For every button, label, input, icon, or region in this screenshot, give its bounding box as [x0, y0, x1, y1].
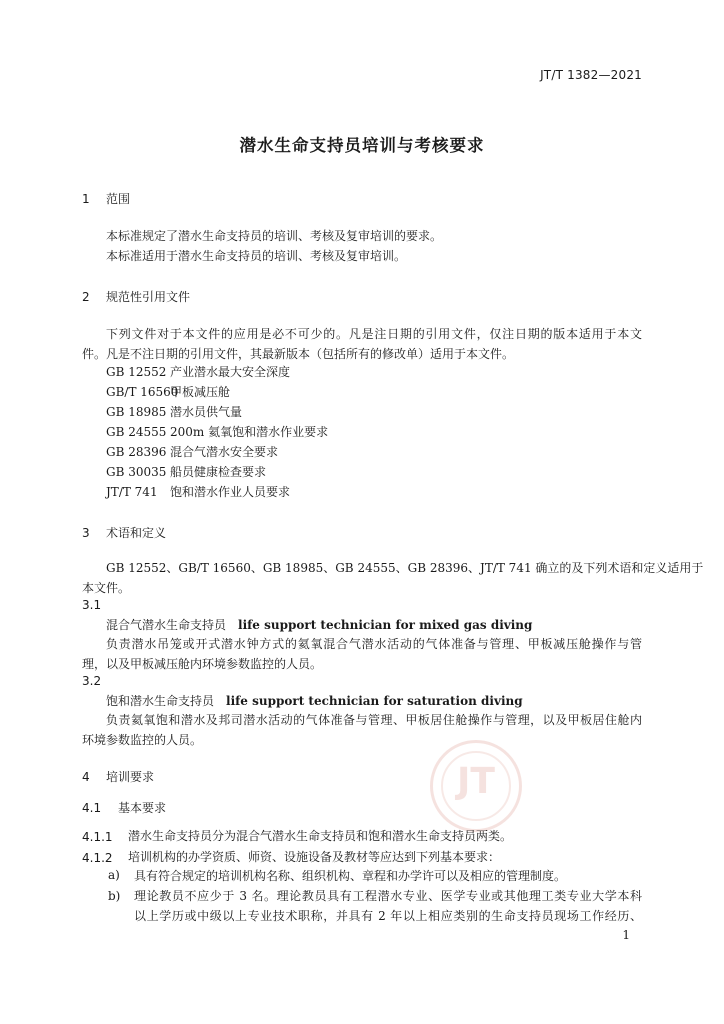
reference-name: 饱和潜水作业人员要求: [170, 485, 291, 499]
reference-code: GB 28396: [106, 445, 167, 459]
reference-code: GB 30035: [106, 465, 167, 479]
term-english: life support technician for saturation diving: [226, 694, 523, 708]
normative-intro-line-2: 件。凡是不注日期的引用文件，其最新版本（包括所有的修改单）适用于本文件。: [82, 347, 515, 361]
section-3-heading: [82, 524, 166, 541]
term-definition-line-1: 负责氦氧饱和潜水及邦司潜水活动的气体准备与管理、甲板居住舱操作与管理，以及甲板居住舱内: [106, 713, 642, 727]
section-title: 范围: [106, 192, 131, 206]
reference-code: JT/T 741: [106, 485, 158, 499]
jt-watermark: [430, 740, 522, 832]
section-number: 3: [82, 526, 90, 540]
reference-item: [106, 483, 290, 500]
reference-code: GB 12552: [106, 365, 167, 379]
list-marker: a): [108, 868, 120, 882]
terms-intro-line-2: 本文件。: [82, 581, 131, 595]
subsection-number: 4.1: [82, 801, 102, 815]
term-number: 3.2: [82, 674, 102, 688]
term-definition-line-2: 理，以及甲板减压舱内环境参数监控的人员。: [82, 657, 323, 671]
terms-intro-line-1: GB 12552、GB/T 16560、GB 18985、GB 24555、GB 28396、JT/T 741 确立的及下列术语和定义适用于: [106, 561, 704, 575]
section-2-heading: [82, 288, 190, 305]
reference-item: [106, 423, 328, 440]
term-chinese: 混合气潜水生命支持员: [106, 618, 227, 632]
reference-item: [106, 363, 290, 380]
standard-code: JT/T 1382—2021: [540, 68, 642, 82]
reference-name: 潜水员供气量: [170, 405, 243, 419]
reference-code: GB 24555: [106, 425, 167, 439]
scope-paragraph-1: 本标准规定了潜水生命支持员的培训、考核及复审培训的要求。: [106, 229, 443, 243]
clause-text: 培训机构的办学资质、师资、设施设备及教材等应达到下列基本要求：: [128, 850, 501, 864]
list-item-text: 具有符合规定的培训机构名称、组织机构、章程和办学许可以及相应的管理制度。: [134, 869, 567, 883]
reference-code: GB/T 16560: [106, 385, 179, 399]
reference-code: GB 18985: [106, 405, 167, 419]
list-item-text: 理论教员不应少于 3 名。理论教员具有工程潜水专业、医学专业或其他理工类专业大学本科: [134, 889, 642, 903]
section-number: 1: [82, 192, 90, 206]
watermark-text: JT: [457, 761, 495, 802]
list-item-text-continued: 以上学历或中级以上专业技术职称，并具有 2 年以上相应类别的生命支持员现场工作经历、: [134, 909, 642, 923]
subsection-4-1-heading: [82, 799, 166, 816]
reference-name: 船员健康检查要求: [170, 465, 267, 479]
reference-item: [106, 383, 230, 400]
section-title: 规范性引用文件: [106, 290, 191, 304]
reference-item: [106, 403, 242, 420]
term-english: life support technician for mixed gas diving: [238, 618, 533, 632]
term-definition-line-1: 负责潜水吊笼或开式潜水钟方式的氦氧混合气潜水活动的气体准备与管理、甲板减压舱操作与管: [106, 637, 642, 651]
normative-intro-line-1: 下列文件对于本文件的应用是必不可少的。凡是注日期的引用文件，仅注日期的版本适用于本文: [106, 327, 642, 341]
reference-name: 混合气潜水安全要求: [170, 445, 279, 459]
section-number: 4: [82, 770, 90, 784]
subsection-title: 基本要求: [118, 801, 167, 815]
section-title: 术语和定义: [106, 526, 167, 540]
section-1-heading: [82, 190, 130, 207]
document-title: 潜水生命支持员培训与考核要求: [239, 136, 485, 155]
section-title: 培训要求: [106, 770, 155, 784]
clause-text: 潜水生命支持员分为混合气潜水生命支持员和饱和潜水生命支持员两类。: [128, 829, 513, 843]
term-chinese: 饱和潜水生命支持员: [106, 694, 215, 708]
scope-paragraph-2: 本标准适用于潜水生命支持员的培训、考核及复审培训。: [106, 249, 407, 263]
clause-number: 4.1.1: [82, 830, 113, 844]
page-number: 1: [622, 928, 630, 942]
term-heading: [106, 692, 523, 709]
reference-name: 甲板减压舱: [170, 385, 231, 399]
clause-number: 4.1.2: [82, 851, 113, 865]
reference-item: [106, 463, 266, 480]
term-heading: [106, 616, 532, 633]
list-marker: b): [108, 889, 121, 903]
reference-item: [106, 443, 278, 460]
section-4-heading: [82, 768, 154, 785]
reference-name: 产业潜水最大安全深度: [170, 365, 291, 379]
term-definition-line-2: 环境参数监控的人员。: [82, 733, 203, 747]
term-number: 3.1: [82, 598, 102, 612]
reference-name: 200m 氦氧饱和潜水作业要求: [170, 425, 329, 439]
section-number: 2: [82, 290, 90, 304]
